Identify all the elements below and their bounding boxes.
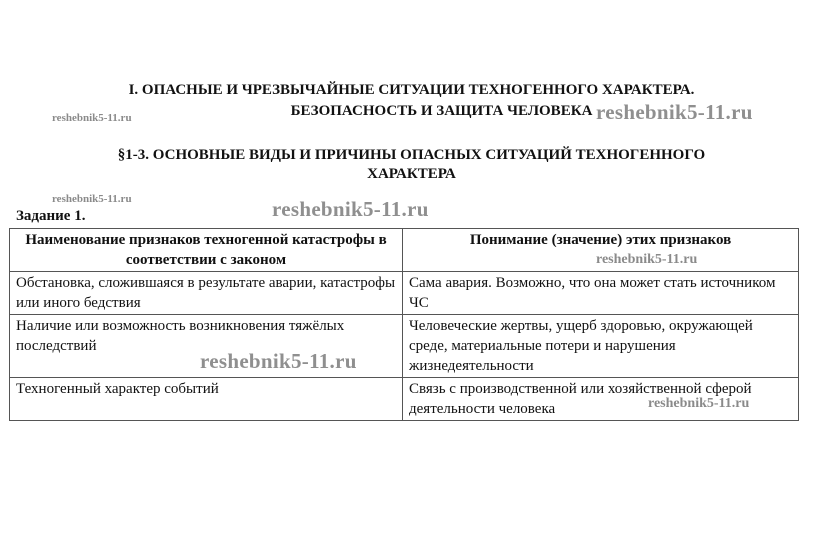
table-cell: Наличие или возможность возникновения тяжёлых последствий: [10, 315, 403, 378]
table-cell: Человеческие жертвы, ущерб здоровью, окружающей среде, материальные потери и нарушения жизнедеятельности: [403, 315, 799, 378]
watermark-small: reshebnik5-11.ru: [52, 112, 132, 124]
table-cell: Техногенный характер событий: [10, 378, 403, 421]
column-header: Наименование признаков техногенной катастрофы в соответствии с законом: [10, 229, 403, 272]
table-row: [10, 315, 799, 378]
section-title-line1: §1-3. ОСНОВНЫЕ ВИДЫ И ПРИЧИНЫ ОПАСНЫХ СИТУАЦИЙ ТЕХНОГЕННОГО: [117, 147, 706, 163]
watermark-large: reshebnik5-11.ru: [596, 100, 753, 124]
task-label: Задание 1.: [16, 208, 86, 224]
table-row: [10, 272, 799, 315]
table-cell: Обстановка, сложившаяся в результате аварии, катастрофы или иного бедствия: [10, 272, 403, 315]
section-title-line2: ХАРАКТЕРА: [367, 166, 456, 182]
watermark-small: reshebnik5-11.ru: [596, 252, 698, 267]
watermark-small: reshebnik5-11.ru: [648, 396, 750, 411]
table-cell: Сама авария. Возможно, что она может стать источником ЧС: [403, 272, 799, 315]
watermark-large: reshebnik5-11.ru: [200, 349, 357, 373]
watermark-small: reshebnik5-11.ru: [52, 193, 132, 205]
chapter-title-line1: I. ОПАСНЫЕ И ЧРЕЗВЫЧАЙНЫЕ СИТУАЦИИ ТЕХНОГЕННОГО ХАРАКТЕРА.: [128, 82, 695, 98]
chapter-title-line2: БЕЗОПАСНОСТЬ И ЗАЩИТА ЧЕЛОВЕКА: [290, 103, 593, 119]
watermark-large: reshebnik5-11.ru: [272, 197, 429, 221]
table-cell: Связь с производственной или хозяйственной сферой деятельности человека: [403, 378, 799, 421]
column-header: Понимание (значение) этих признаков: [403, 229, 799, 272]
